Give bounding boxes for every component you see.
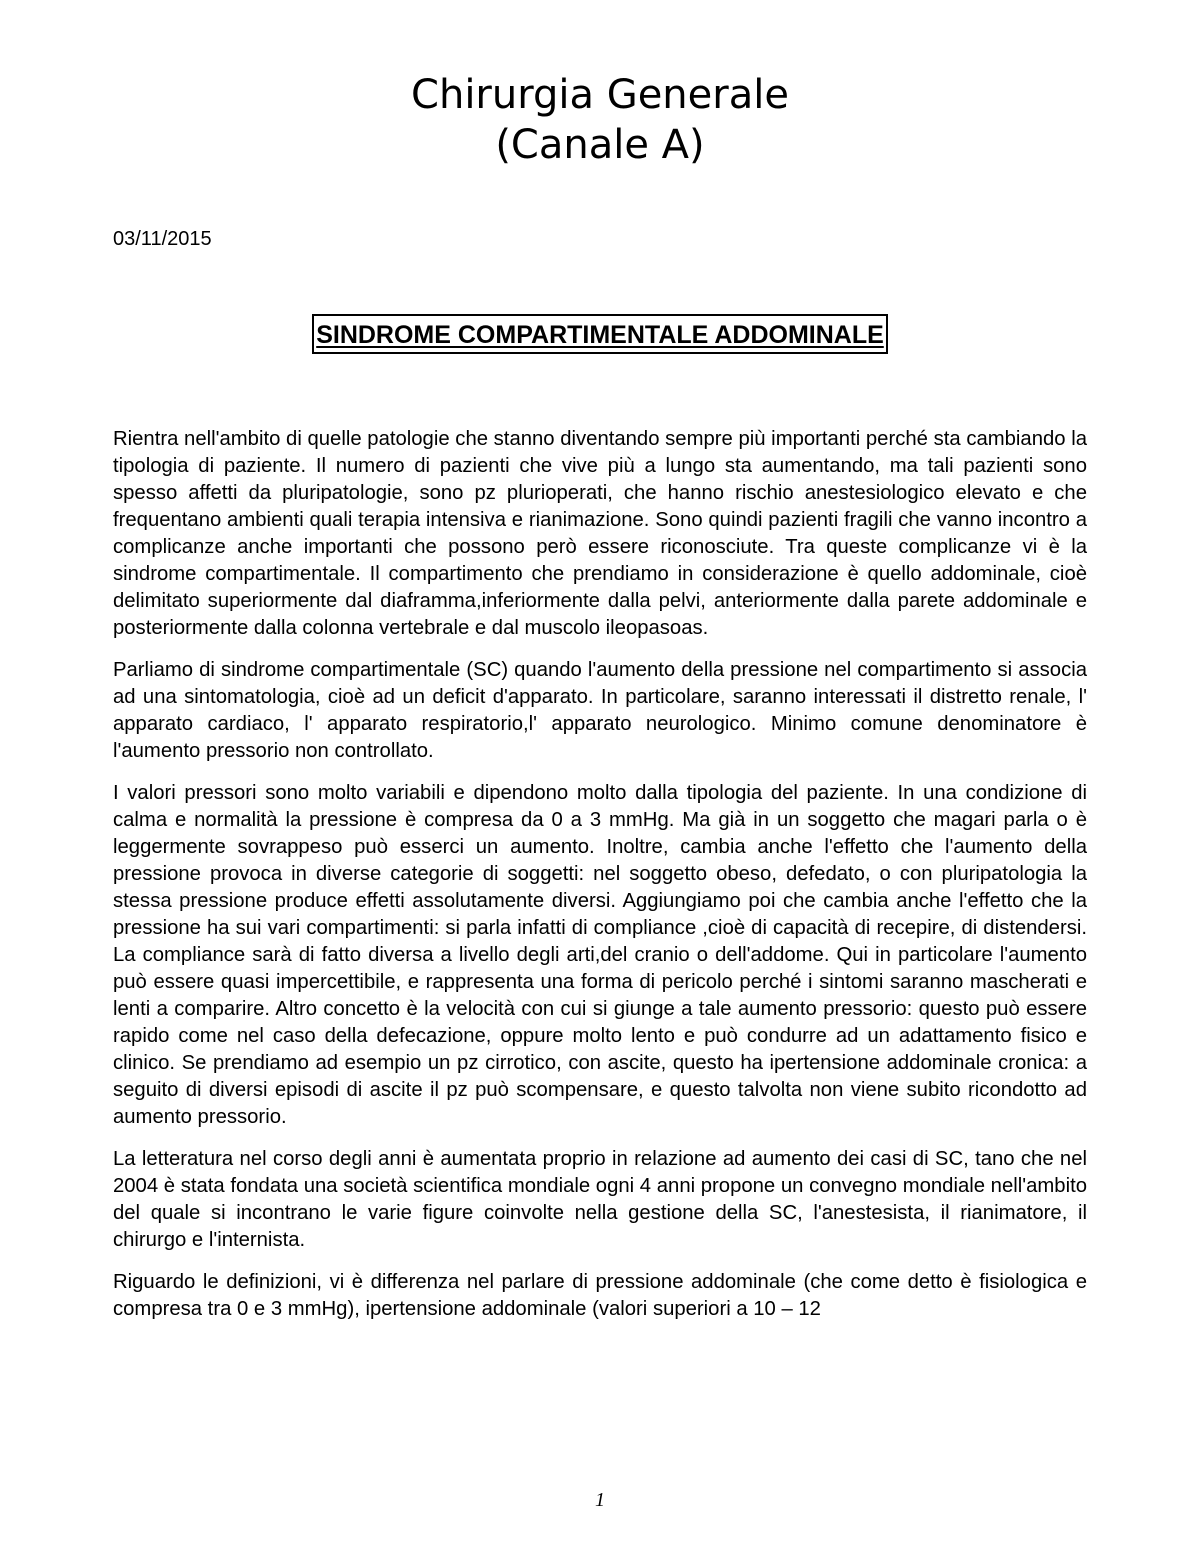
page-number: 1 bbox=[595, 1489, 605, 1511]
title-line-1: Chirurgia Generale bbox=[411, 72, 789, 118]
paragraph-4: La letteratura nel corso degli anni è aumentata proprio in relazione ad aumento dei casi di SC, tano che nel 2004 è stata fondata una società scientifica mondiale ogni 4 anni propone un convegno mondiale nell'ambito del quale si incontrano le varie figure coinvolte nella gestione della SC, l'anestesista, il rianimatore, il chirurgo e l'internista. bbox=[113, 1148, 1087, 1251]
title-line-2: (Canale A) bbox=[495, 122, 705, 168]
section-heading-wrap bbox=[0, 314, 1200, 354]
paragraph-3: I valori pressori sono molto variabili e dipendono molto dalla tipologia del paziente. In una condizione di calma e normalità la pressione è compresa da 0 a 3 mmHg. Ma già in un soggetto che magari parla o è leggermente sovrappeso può esserci un aumento. Inoltre, cambia anche l'effetto che l'aumento della pressione provoca in diverse categorie di soggetti: nel soggetto obeso, defedato, o con pluripatologia la stessa pressione produce effetti assolutamente diversi. Aggiungiamo poi che cambia anche l'effetto che la pressione ha sui vari compartimenti: si parla infatti di compliance ,cioè di capacità di recepire, di distendersi. La compliance sarà di fatto diversa a livello degli arti,del cranio o dell'addome. Qui in particolare l'aumento può essere quasi impercettibile, e rappresenta una forma di pericolo perché i sintomi saranno mascherati e lenti a comparire. Altro concetto è la velocità con cui si giunge a tale aumento pressorio: questo può essere rapido come nel caso della defecazione, oppure molto lento e può condurre ad un adattamento fisico e clinico. Se prendiamo ad esempio un pz cirrotico, con ascite, questo ha ipertensione addominale cronica: a seguito di diversi episodi di ascite il pz può scompensare, e questo talvolta non viene subito ricondotto ad aumento pressorio. bbox=[113, 782, 1087, 1128]
document-title bbox=[0, 70, 1200, 170]
paragraph-5: Riguardo le definizioni, vi è differenza nel parlare di pressione addominale (che come detto è fisiologica e compresa tra 0 e 3 mmHg), ipertensione addominale (valori superiori a 10 – 12 bbox=[113, 1271, 1087, 1320]
paragraph-2: Parliamo di sindrome compartimentale (SC) quando l'aumento della pressione nel compartimento si associa ad una sintomatologia, cioè ad un deficit d'apparato. In particolare, saranno interessati il distretto renale, l' apparato cardiaco, l' apparato respiratorio,l' apparato neurologico. Minimo comune denominatore è l'aumento pressorio non controllato. bbox=[113, 659, 1087, 762]
paragraph-1: Rientra nell'ambito di quelle patologie che stanno diventando sempre più importanti perché sta cambiando la tipologia di paziente. Il numero di pazienti che vive più a lungo sta aumentando, ma tali pazienti sono spesso affetti da pluripatologie, sono pz plurioperati, che hanno rischio anestesiologico elevato e che frequentano ambienti quali terapia intensiva e rianimazione. Sono quindi pazienti fragili che vanno incontro a complicanze anche importanti che possono però essere riconosciute. Tra queste complicanze vi è la sindrome compartimentale. Il compartimento che prendiamo in considerazione è quello addominale, cioè delimitato superiormente dal diaframma,inferiormente dalla pelvi, anteriormente dalla parete addominale e posteriormente dalla colonna vertebrale e dal muscolo ileopasoas. bbox=[113, 428, 1087, 639]
section-heading: SINDROME COMPARTIMENTALE ADDOMINALE bbox=[312, 314, 888, 354]
lecture-date: 03/11/2015 bbox=[113, 228, 212, 250]
body-text bbox=[113, 426, 1087, 1338]
